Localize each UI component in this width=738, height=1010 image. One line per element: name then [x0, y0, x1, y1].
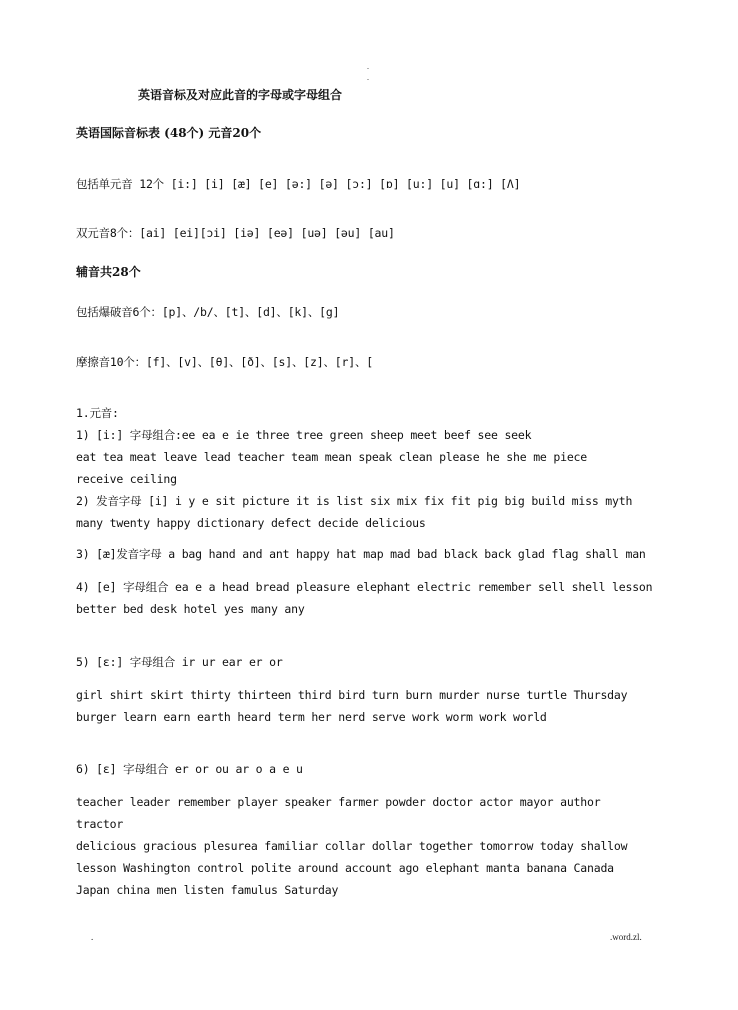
item6-line: lesson Washington control polite around account ago elephant manta banana Canada	[76, 861, 614, 875]
item6-line: 6) [ɛ] 字母组合 er or ou ar o a e u	[76, 762, 303, 776]
item6-line: teacher leader remember player speaker farmer powder doctor actor mayor author	[76, 795, 601, 809]
header-dot: .	[367, 73, 369, 82]
item6-line: tractor	[76, 817, 124, 831]
item1-line: 1) [i:] 字母组合:ee ea e ie three tree green sheep meet beef see seek	[76, 428, 532, 442]
item5-line: 5) [ɛ:] 字母组合 ir ur ear er or	[76, 655, 283, 669]
fricatives-line: 摩擦音10个：[f]、[v]、[θ]、[ð]、[s]、[z]、[r]、[	[76, 355, 373, 369]
item6-line: Japan china men listen famulus Saturday	[76, 883, 339, 897]
consonant-heading: 辅音共28个	[76, 265, 141, 279]
item5-line: burger learn earn earth heard term her nerd serve work worm work world	[76, 710, 547, 724]
item2-line: 2) 发音字母 [i] i y e sit picture it is list six mix fix fit pig big build miss myth	[76, 494, 633, 508]
plosives-line: 包括爆破音6个：[p]、/b/、[t]、[d]、[k]、[g]	[76, 305, 340, 319]
document-title: 英语音标及对应此音的字母或字母组合	[138, 88, 343, 102]
item2-line: many twenty happy dictionary defect decide delicious	[76, 516, 426, 530]
footer-watermark: .word.zl.	[610, 932, 642, 942]
item6-line: delicious gracious plesurea familiar collar dollar together tomorrow today shallow	[76, 839, 628, 853]
section-heading: 英语国际音标表 (48个) 元音20个	[76, 126, 262, 140]
vowels-label: 1.元音:	[76, 406, 119, 420]
item1-line: receive ceiling	[76, 472, 177, 486]
item5-line: girl shirt skirt thirty thirteen third bird turn burn murder nurse turtle Thursday	[76, 688, 628, 702]
monophthongs-line: 包括单元音 12个 [i:] [i] [æ] [e] [ə:] [ə] [ɔ:] [ɒ] [u:] [u] [ɑ:] [Λ]	[76, 177, 521, 191]
item4-line: better bed desk hotel yes many any	[76, 602, 305, 616]
diphthongs-line: 双元音8个：[ai] [ei][ɔi] [iə] [eə] [uə] [əu] [au]	[76, 226, 395, 240]
footer-left-mark: .	[91, 932, 94, 942]
item4-line: 4) [e] 字母组合 ea e a head bread pleasure elephant electric remember sell shell lesson	[76, 580, 653, 594]
header-dot: .	[367, 62, 369, 71]
item1-line: eat tea meat leave lead teacher team mean speak clean please he she me piece	[76, 450, 587, 464]
item3-line: 3) [æ]发音字母 a bag hand and ant happy hat map mad bad black back glad flag shall man	[76, 547, 646, 561]
